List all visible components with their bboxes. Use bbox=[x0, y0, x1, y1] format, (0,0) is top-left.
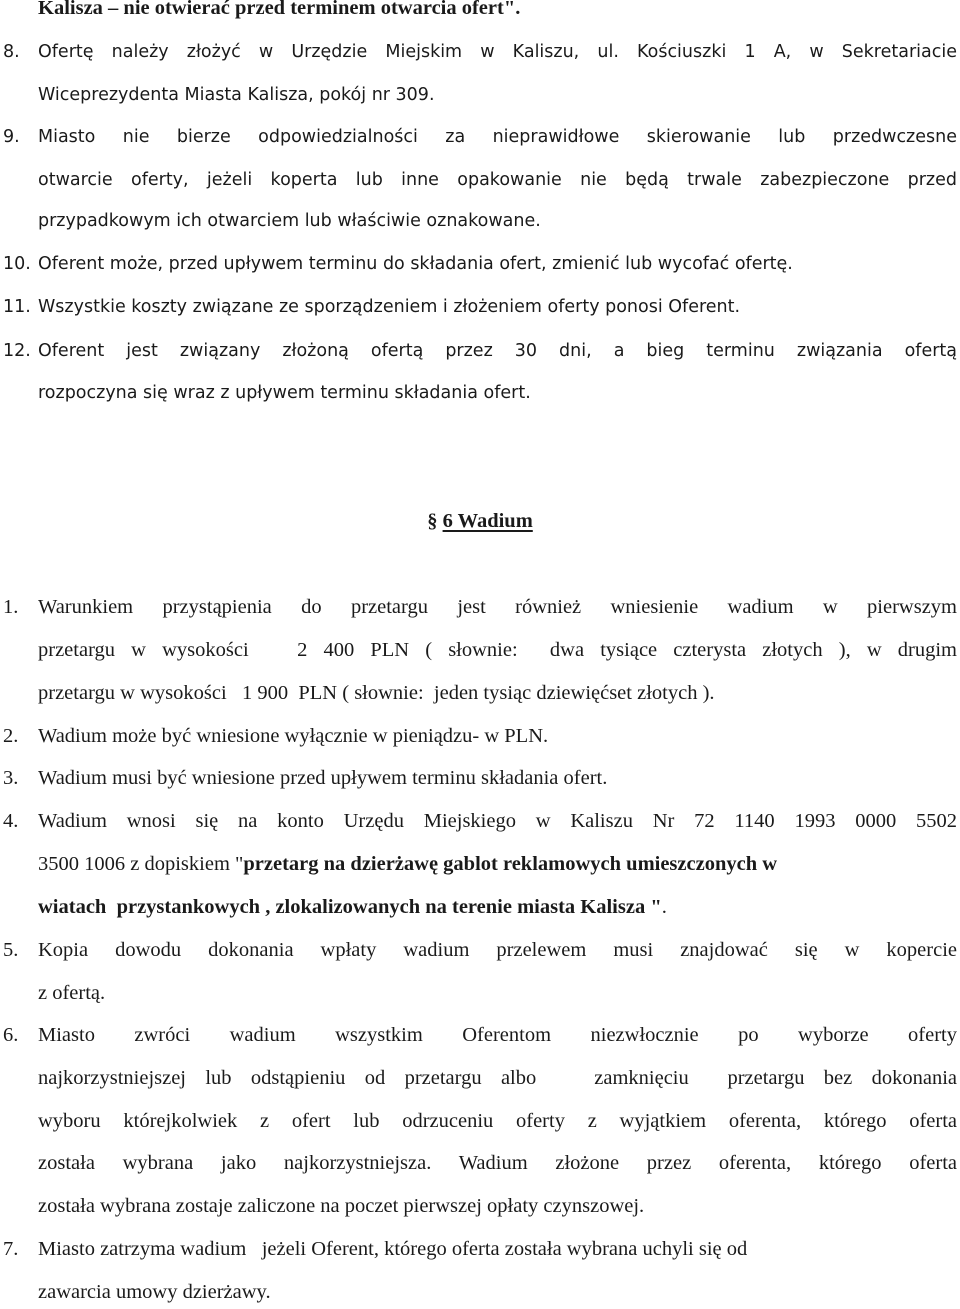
section-mark: § bbox=[427, 510, 438, 532]
item-text-line: Wszystkie koszty związane ze sporządzeniem i złożeniem oferty ponosi Oferent. bbox=[38, 297, 741, 317]
item-text-line bbox=[38, 897, 957, 918]
item-text-line: najkorzystniejszej lub odstąpieniu od przetargu albo zamknięciu przetargu bez dokonania bbox=[38, 1067, 957, 1089]
item-number: 6. bbox=[3, 1024, 19, 1046]
section-heading bbox=[0, 511, 960, 532]
header-line: Kalisza – nie otwierać przed terminem otwarcia ofert". bbox=[38, 0, 521, 19]
item-text-line: została wybrana jako najkorzystniejsza. Wadium złożone przez oferenta, którego oferta bbox=[38, 1152, 957, 1174]
item-number: 4. bbox=[3, 810, 19, 832]
item-text-line: Wadium musi być wniesione przed upływem terminu składania ofert. bbox=[38, 767, 608, 789]
item-text-line: Oferent jest związany złożoną ofertą przez 30 dni, a bieg terminu związania ofertą bbox=[38, 341, 957, 361]
item-text-line: Oferent może, przed upływem terminu do składania ofert, zmienić lub wycofać ofertę. bbox=[38, 254, 793, 274]
item-text-line: wyboru którejkolwiek z ofert lub odrzuceniu oferty z wyjątkiem oferenta, którego oferta bbox=[38, 1110, 957, 1132]
item-text-line: Wadium może być wniesione wyłącznie w pieniądzu- w PLN. bbox=[38, 725, 549, 747]
item-text-line: Wiceprezydenta Miasta Kalisza, pokój nr 309. bbox=[38, 85, 435, 105]
item-text-line: Wadium wnosi się na konto Urzędu Miejskiego w Kaliszu Nr 72 1140 1993 0000 5502 bbox=[38, 810, 957, 832]
item-number: 3. bbox=[3, 767, 19, 789]
item-text-line: Miasto nie bierze odpowiedzialności za nieprawidłowe skierowanie lub przedwczesne bbox=[38, 127, 957, 147]
item-text-plain: . bbox=[661, 896, 667, 918]
item-number: 5. bbox=[3, 939, 19, 961]
item-number: 10. bbox=[3, 254, 31, 274]
item-text-line: rozpoczyna się wraz z upływem terminu składania ofert. bbox=[38, 383, 531, 403]
item-text-line: Miasto zatrzyma wadium jeżeli Oferent, którego oferta została wybrana uchyli się od bbox=[38, 1238, 748, 1260]
item-number: 7. bbox=[3, 1238, 19, 1260]
item-text-line: Kopia dowodu dokonania wpłaty wadium przelewem musi znajdować się w kopercie bbox=[38, 939, 957, 961]
item-text-line: Ofertę należy złożyć w Urzędzie Miejskim w Kaliszu, ul. Kościuszki 1 A, w Sekretariacie bbox=[38, 42, 957, 62]
item-text-line: przetargu w wysokości 1 900 PLN ( słownie: jeden tysiąc dziewięćset złotych ). bbox=[38, 682, 715, 704]
item-number: 9. bbox=[3, 127, 20, 147]
section-title: 6 Wadium bbox=[442, 510, 533, 532]
item-number: 1. bbox=[3, 596, 19, 618]
item-text-bold: przetarg na dzierżawę gablot reklamowych umieszczonych w bbox=[243, 853, 778, 875]
item-number: 8. bbox=[3, 42, 20, 62]
item-text-line: Warunkiem przystąpienia do przetargu jest również wniesienie wadium w pierwszym bbox=[38, 596, 957, 618]
item-text-line: została wybrana zostaje zaliczone na poczet pierwszej opłaty czynszowej. bbox=[38, 1195, 645, 1217]
item-text-line bbox=[38, 854, 957, 875]
item-text-line: przetargu w wysokości 2 400 PLN ( słownie: dwa tysiące czterysta złotych ), w drugim bbox=[38, 639, 957, 661]
item-number: 2. bbox=[3, 725, 19, 747]
item-text-line: otwarcie oferty, jeżeli koperta lub inne opakowanie nie będą trwale zabezpieczone przed bbox=[38, 170, 957, 190]
item-text-plain: 3500 1006 z dopiskiem " bbox=[38, 853, 244, 875]
item-text-line: zawarcia umowy dzierżawy. bbox=[38, 1281, 271, 1303]
item-text-line: z ofertą. bbox=[38, 982, 106, 1004]
item-text-line: Miasto zwróci wadium wszystkim Oferentom niezwłocznie po wyborze oferty bbox=[38, 1024, 957, 1046]
item-text-bold: wiatach przystankowych , zlokalizowanych na terenie miasta Kalisza " bbox=[38, 896, 662, 918]
item-number: 11. bbox=[3, 297, 31, 317]
item-text-line: przypadkowym ich otwarciem lub właściwie oznakowane. bbox=[38, 211, 541, 231]
item-number: 12. bbox=[3, 341, 31, 361]
